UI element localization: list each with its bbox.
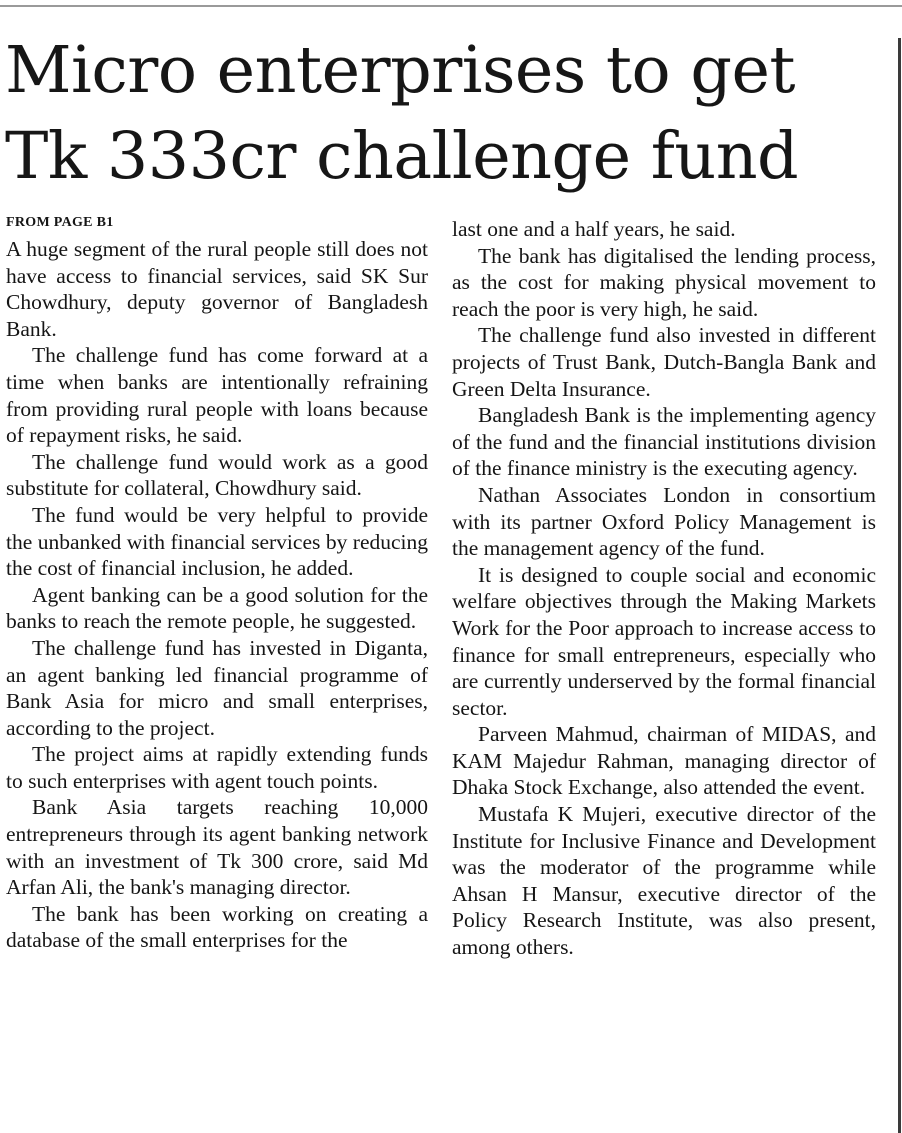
article-paragraph: Parveen Mahmud, chairman of MIDAS, and KAM Majedur Rahman, managing director of Dhaka Stock Exchange, also attended the event.	[452, 722, 876, 800]
article-paragraph: Bangladesh Bank is the implementing agency of the fund and the financial institutions division of the finance ministry is the executing agency.	[452, 403, 876, 481]
article-paragraph: Nathan Associates London in consortium with its partner Oxford Policy Management is the management agency of the fund.	[452, 482, 876, 561]
article-paragraph: The challenge fund would work as a good substitute for collateral, Chowdhury said.	[6, 449, 428, 501]
continued-from-label: FROM PAGE B1	[6, 215, 114, 230]
top-rule	[0, 5, 902, 7]
column-border-rule	[898, 38, 901, 1133]
article-paragraph: A huge segment of the rural people still does not have access to financial services, said SK Sur Chowdhury, deputy governor of Bangladesh Bank.	[6, 237, 428, 341]
headline	[5, 28, 895, 200]
article-paragraph: The bank has digitalised the lending process, as the cost for making physical movement to reach the poor is very high, he said.	[452, 243, 876, 321]
article-paragraph: last one and a half years, he said.	[452, 217, 736, 241]
article-paragraph: The challenge fund has invested in Diganta, an agent banking led financial programme of Bank Asia for micro and small enterprises, according to the project.	[6, 635, 428, 740]
article-paragraph: Bank Asia targets reaching 10,000 entrepreneurs through its agent banking network with an investment of Tk 300 crore, said Md Arfan Ali, the bank's managing director.	[6, 795, 428, 900]
article-paragraph: The bank has been working on creating a database of the small enterprises for the	[6, 901, 428, 953]
article-paragraph: The fund would be very helpful to provide the unbanked with financial services by reducing the cost of financial inclusion, he added.	[6, 502, 428, 581]
article-paragraph: The project aims at rapidly extending funds to such enterprises with agent touch points.	[6, 742, 428, 793]
article-column-right	[452, 216, 876, 961]
article-paragraph: The challenge fund has come forward at a time when banks are intentionally refraining from providing rural people with loans because of repayment risks, he said.	[6, 343, 428, 448]
article-paragraph: Mustafa K Mujeri, executive director of the Institute for Inclusive Finance and Development was the moderator of the programme while Ahsan H Mansur, executive director of the Policy Research Institute, was also present, among others.	[452, 802, 876, 960]
article-paragraph: It is designed to couple social and economic welfare objectives through the Making Markets Work for the Poor approach to increase access to finance for small entrepreneurs, especially who are currently underserved by the formal financial sector.	[452, 562, 876, 720]
headline-line-2: Tk 333cr challenge fund	[5, 119, 799, 194]
article-paragraph: The challenge fund also invested in different projects of Trust Bank, Dutch-Bangla Bank and Green Delta Insurance.	[452, 323, 876, 401]
headline-line-1: Micro enterprises to get	[5, 33, 796, 108]
article-paragraph: Agent banking can be a good solution for the banks to reach the remote people, he suggested.	[6, 582, 428, 634]
article-column-left	[6, 216, 428, 954]
